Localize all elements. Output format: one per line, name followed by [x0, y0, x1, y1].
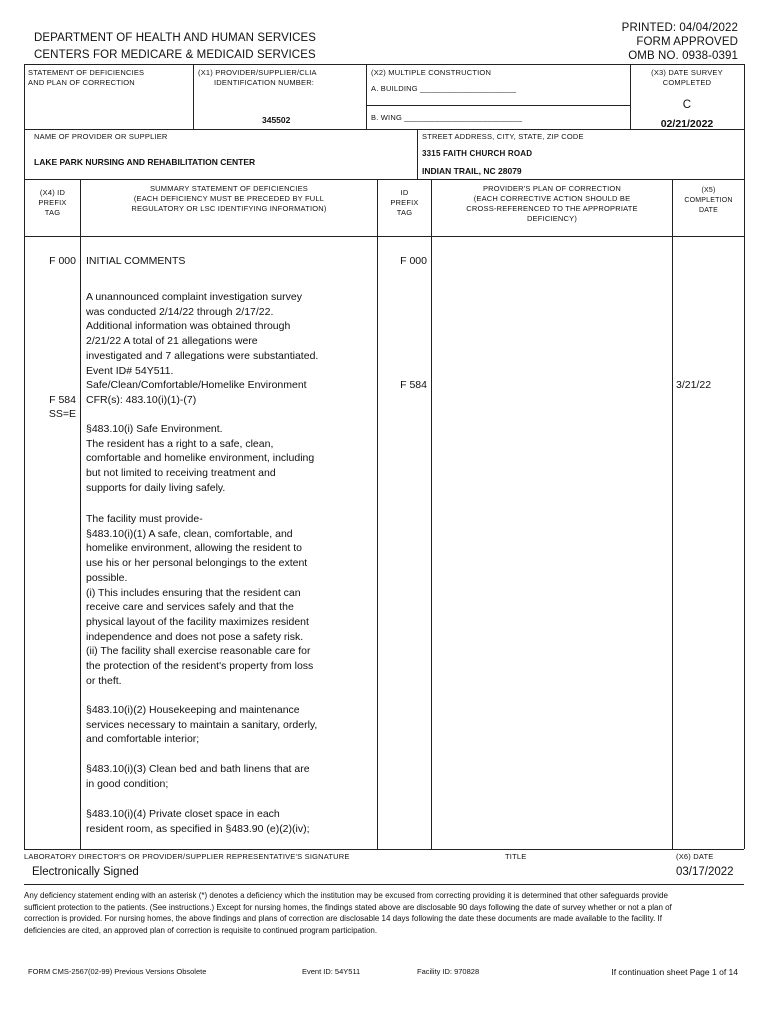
signature-date: 03/17/2022: [676, 866, 734, 878]
col-divider: [431, 179, 432, 849]
regulation-paragraph-5: §483.10(i)(4) Private closet space in each resident room, as specified in §483.90 (e)(2)(iv);: [86, 808, 310, 835]
address-line2: INDIAN TRAIL, NC 28079: [422, 166, 522, 176]
col-divider: [377, 179, 378, 849]
page-indicator: If continuation sheet Page 1 of 14: [611, 967, 738, 977]
x4-header: (X4) ID PREFIX TAG: [38, 188, 67, 217]
f000-prefix-tag: F 000: [49, 255, 76, 267]
divider: [366, 64, 367, 129]
x3-label: (X3) DATE SURVEY COMPLETED: [651, 68, 723, 87]
agency-line: CENTERS FOR MEDICARE & MEDICAID SERVICES: [34, 49, 316, 61]
statement-label: STATEMENT OF DEFICIENCIES AND PLAN OF CORRECTION: [28, 68, 145, 87]
event-id: Event ID: 54Y511: [302, 967, 361, 976]
f584-title: Safe/Clean/Comfortable/Homelike Environment CFR(s): 483.10(i)(1)-(7): [86, 379, 307, 406]
facility-id: Facility ID: 970828: [417, 967, 480, 976]
survey-code: C: [682, 99, 692, 111]
building-field: A. BUILDING ______________________: [371, 84, 517, 93]
rule: [24, 236, 744, 237]
disclosure-note: Any deficiency statement ending with an asterisk (*) denotes a deficiency which the institution may be excused from correcting providing it is determined that other safeguards provide sufficient protection to the patients. (See instructions.) Except for nursing homes, the findings stated above are disclosable 90 days following the date of survey whether or not a plan of correction is provided. For nursing homes, the above findings and plans of correction are disclosable 14 days following the date these documents are made available to the facility. If deficiencies are cited, an approved plan of correction is requisite to continued program participation.: [24, 891, 672, 935]
regulation-paragraph-4: §483.10(i)(3) Clean bed and bath linens that are in good condition;: [86, 763, 310, 790]
col-divider: [672, 179, 673, 849]
col-divider: [80, 179, 81, 849]
x2-label: (X2) MULTIPLE CONSTRUCTION: [371, 68, 492, 77]
f584-id-tag: F 584: [400, 379, 427, 391]
regulation-paragraph-3: §483.10(i)(2) Housekeeping and maintenance services necessary to maintain a sanitary, orderly, and comfortable interior;: [86, 704, 318, 746]
address-line1: 3315 FAITH CHURCH ROAD: [422, 149, 533, 158]
signature-date-label: (X6) DATE: [676, 852, 714, 861]
title-label: TITLE: [505, 852, 527, 861]
f000-body: A unannounced complaint investigation survey was conducted 2/14/22 through 2/17/22. Additional information was obtained through 2/21/22 A total of 21 allegations were investigated and 7 allegations were substantiated. Event ID# 54Y511.: [86, 291, 319, 377]
wing-field: B. WING ___________________________: [371, 113, 523, 122]
divider: [417, 129, 418, 179]
f584-prefix-tag: F 584 SS=E: [48, 393, 76, 421]
plan-header: PROVIDER'S PLAN OF CORRECTION (EACH CORRECTIVE ACTION SHOULD BE CROSS-REFERENCED TO THE APPROPRIATE DEFICIENCY): [466, 184, 638, 223]
f000-title: INITIAL COMMENTS: [86, 255, 186, 267]
provider-name: LAKE PARK NURSING AND REHABILITATION CENTER: [34, 157, 256, 167]
rule: [24, 849, 744, 850]
form-approved: FORM APPROVED: [636, 36, 738, 48]
printed-date: PRINTED: 04/04/2022: [621, 22, 738, 34]
form-number: FORM CMS-2567(02-99) Previous Versions Obsolete: [28, 967, 207, 976]
regulation-paragraph-1: §483.10(i) Safe Environment. The resident has a right to a safe, clean, comfortable and homelike environment, including but not limited to receiving treatment and supports for daily living safely.: [86, 423, 315, 494]
signature-label: LABORATORY DIRECTOR'S OR PROVIDER/SUPPLIER REPRESENTATIVE'S SIGNATURE: [24, 852, 350, 861]
id-header: ID PREFIX TAG: [390, 188, 419, 217]
rule: [367, 105, 630, 106]
border-right: [744, 64, 745, 849]
f584-completion-date: 3/21/22: [676, 379, 712, 391]
border-left: [24, 64, 25, 849]
rule: [24, 884, 744, 885]
address-label: STREET ADDRESS, CITY, STATE, ZIP CODE: [422, 132, 584, 141]
provider-id: 345502: [262, 115, 291, 125]
summary-header: SUMMARY STATEMENT OF DEFICIENCIES (EACH DEFICIENCY MUST BE PRECEDED BY FULL REGULATORY OR LSC IDENTIFYING INFORMATION): [131, 184, 327, 213]
f000-id-tag: F 000: [400, 255, 427, 267]
divider: [630, 64, 631, 129]
survey-date: 02/21/2022: [660, 118, 714, 130]
omb-number: OMB NO. 0938-0391: [628, 50, 738, 62]
x1-label-1: (X1) PROVIDER/SUPPLIER/CLIA: [198, 68, 317, 77]
provider-label: NAME OF PROVIDER OR SUPPLIER: [34, 132, 168, 141]
divider: [193, 64, 194, 129]
rule: [24, 64, 744, 65]
x5-header: (X5) COMPLETION DATE: [684, 187, 733, 214]
department-line: DEPARTMENT OF HEALTH AND HUMAN SERVICES: [34, 32, 317, 44]
signature-value: Electronically Signed: [32, 866, 139, 878]
regulation-paragraph-2: The facility must provide- §483.10(i)(1) A safe, clean, comfortable, and homelike environment, allowing the resident to use his or her personal belongings to the extent possible. (i) This includes ensuring that the resident can receive care and services safely and that the physical layout of the facility maximizes resident independence and does not pose a safety risk. (ii) The facility shall exercise reasonable care for the protection of the resident's property from loss or theft.: [86, 513, 314, 687]
rule: [24, 179, 744, 180]
x1-label-2: IDENTIFICATION NUMBER:: [214, 78, 315, 87]
